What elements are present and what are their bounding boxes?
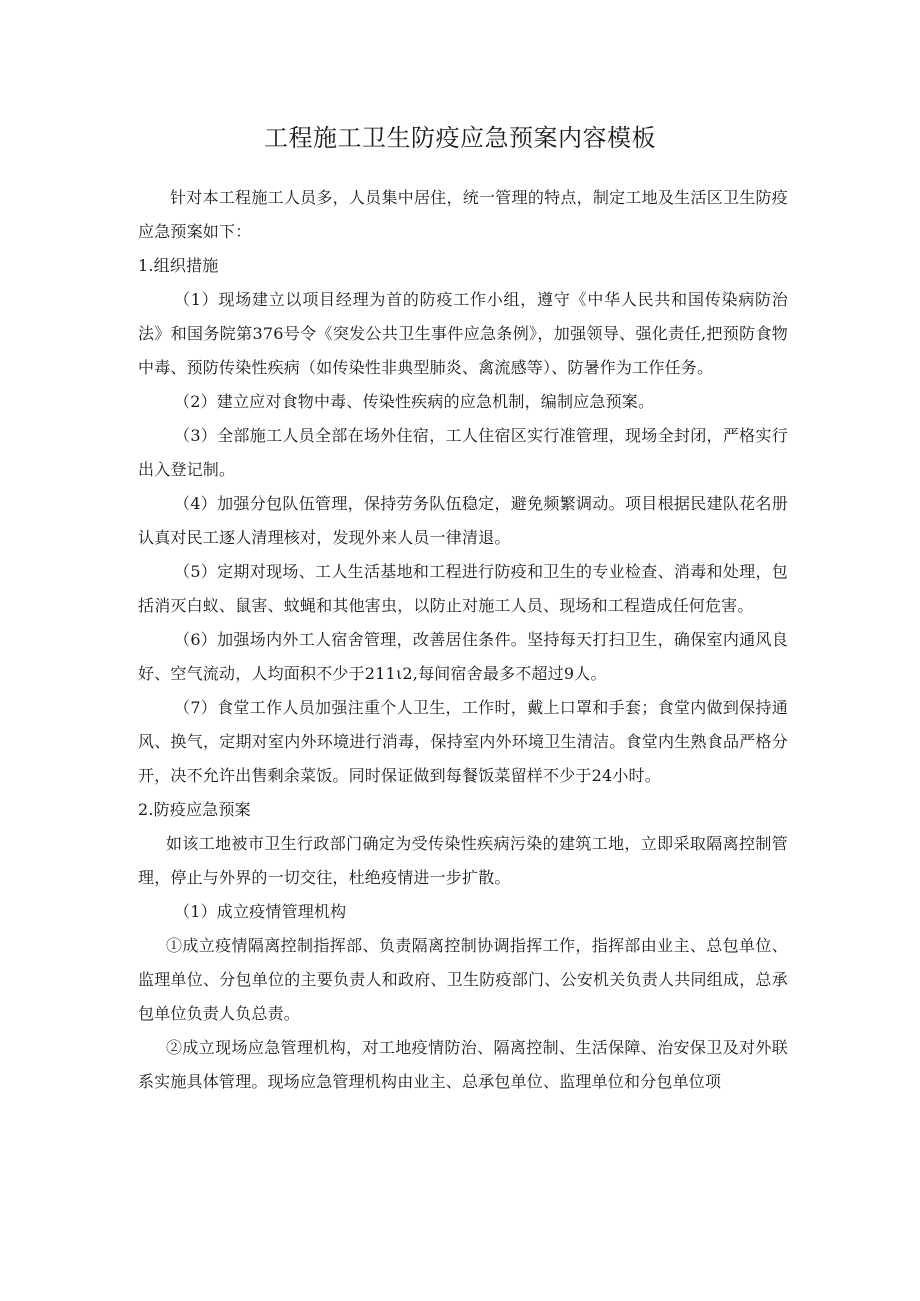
list-item: （1）现场建立以项目经理为首的防疫工作小组，遵守《中华人民共和国传染病防治法》和国务院第376号令《突发公共卫生事件应急条例》，加强领导、强化责任,把预防食物中毒、预防传染性疾病（如传染性非典型肺炎、禽流感等）、防暑作为工作任务。 bbox=[138, 290, 788, 377]
intro-paragraph: 针对本工程施工人员多，人员集中居住，统一管理的特点，制定工地及生活区卫生防疫应急预案如下： bbox=[138, 188, 788, 241]
paragraph: 如该工地被市卫生行政部门确定为受传染性疾病污染的建筑工地，立即采取隔离控制管理，停止与外界的一切交往，杜绝疫情进一步扩散。 bbox=[138, 834, 788, 887]
list-item: （7）食堂工作人员加强注重个人卫生，工作时，戴上口罩和手套；食堂内做到保持通风、换气，定期对室内外环境进行消毒，保持室内外环境卫生清洁。食堂内生熟食品严格分开，决不允许出售剩余菜饭。同时保证做到每餐饭菜留样不少于24小时。 bbox=[138, 698, 788, 785]
list-item: ②成立现场应急管理机构，对工地疫情防治、隔离控制、生活保障、治安保卫及对外联系实施具体管理。现场应急管理机构由业主、总承包单位、监理单位和分包单位项 bbox=[138, 1038, 788, 1091]
subsection-heading: （1）成立疫情管理机构 bbox=[174, 902, 347, 921]
section-heading-organization: 1.组织措施 bbox=[138, 256, 219, 275]
list-item: （2）建立应对食物中毒、传染性疾病的应急机制，编制应急预案。 bbox=[174, 392, 655, 411]
list-item: （4）加强分包队伍管理，保持劳务队伍稳定，避免频繁调动。项目根据民建队花名册认真对民工逐人清理核对，发现外来人员一律清退。 bbox=[138, 494, 788, 547]
list-item: ①成立疫情隔离控制指挥部、负责隔离控制协调指挥工作，指挥部由业主、总包单位、监理单位、分包单位的主要负责人和政府、卫生防疫部门、公安机关负责人共同组成，总承包单位负责人负总责。 bbox=[138, 936, 788, 1023]
list-item: （5）定期对现场、工人生活基地和工程进行防疫和卫生的专业检查、消毒和处理，包括消灭白蚁、鼠害、蚊蝇和其他害虫，以防止对施工人员、现场和工程造成任何危害。 bbox=[138, 562, 788, 615]
section-heading-emergency-plan: 2.防疫应急预案 bbox=[138, 800, 251, 819]
document-body bbox=[138, 181, 788, 1099]
list-item: （6）加强场内外工人宿舍管理，改善居住条件。坚持每天打扫卫生，确保室内通风良好、空气流动，人均面积不少于211ι2,每间宿舍最多不超过9人。 bbox=[138, 630, 788, 683]
document-title: 工程施工卫生防疫应急预案内容模板 bbox=[264, 124, 656, 152]
list-item: （3）全部施工人员全部在场外住宿，工人住宿区实行准管理，现场全封闭，严格实行出入登记制。 bbox=[138, 426, 788, 479]
